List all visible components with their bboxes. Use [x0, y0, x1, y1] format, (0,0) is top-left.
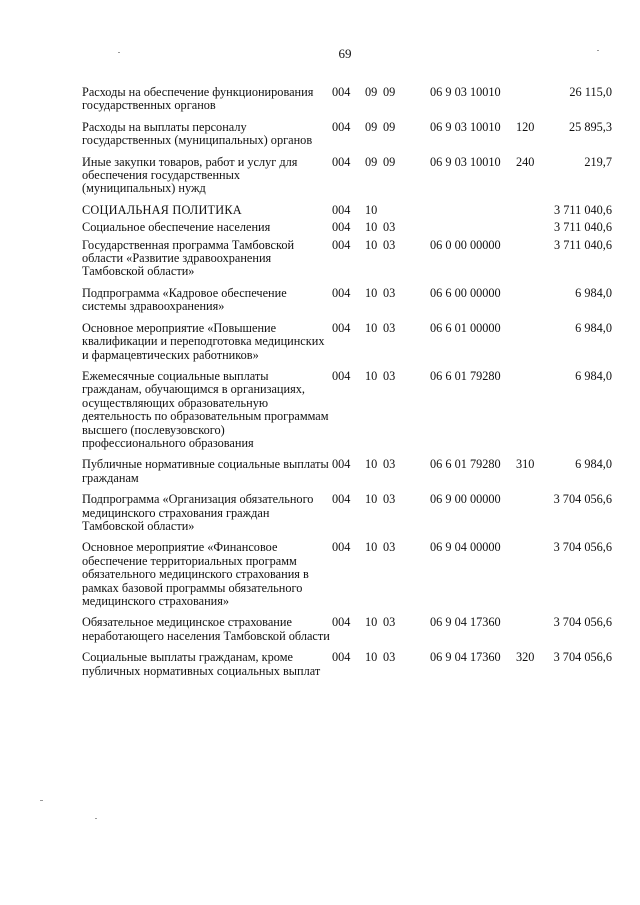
- row-vr: [516, 86, 552, 113]
- row-dept: 004: [332, 85, 351, 99]
- row-csr: 06 9 04 17360: [430, 615, 501, 630]
- row-subsection: 03: [383, 650, 396, 665]
- row-vr: 240: [516, 154, 535, 169]
- row-subsection: [383, 204, 430, 217]
- row-section: 10: [365, 285, 378, 300]
- row-subsection: 03: [383, 285, 396, 300]
- table-row: [82, 616, 610, 643]
- row-sum: 6 984,0: [575, 285, 612, 300]
- page-number: 69: [338, 46, 352, 61]
- row-vr: [516, 287, 552, 314]
- scan-artifact-top-right: [597, 50, 599, 51]
- scan-artifact-top-left: [118, 52, 120, 53]
- row-sum: 26 115,0: [569, 85, 612, 99]
- row-name: Публичные нормативные социальные выплаты гражданам: [82, 457, 329, 485]
- row-csr: 06 9 04 00000: [430, 540, 501, 555]
- row-dept: 004: [332, 615, 351, 630]
- row-section: 09: [365, 85, 378, 99]
- row-vr: 320: [516, 650, 535, 665]
- budget-table: [82, 86, 610, 686]
- row-sum: 3 704 056,6: [553, 492, 612, 507]
- row-csr: 06 9 03 10010: [430, 154, 501, 169]
- row-dept: 004: [332, 492, 351, 507]
- row-name: Основное мероприятие «Повышение квалификации и переподготовка медицинских и фармацевтических работников»: [82, 320, 325, 362]
- row-csr: [430, 204, 516, 217]
- row-sum: 3 711 040,6: [554, 237, 612, 252]
- table-row: [82, 156, 610, 196]
- row-dept: 004: [332, 202, 351, 217]
- row-sum: 3 711 040,6: [554, 220, 612, 235]
- row-csr: 06 6 00 00000: [430, 285, 501, 300]
- row-vr: [516, 541, 552, 608]
- row-section: 10: [365, 220, 378, 235]
- row-sum: 6 984,0: [575, 368, 612, 383]
- row-dept: 004: [332, 285, 351, 300]
- row-csr: 06 9 03 10010: [430, 85, 501, 99]
- row-subsection: 09: [383, 154, 396, 169]
- row-csr: 06 6 01 79280: [430, 368, 501, 383]
- scan-artifact-bottom-left: [40, 800, 43, 801]
- row-csr: 06 6 01 00000: [430, 320, 501, 335]
- table-row: [82, 493, 610, 533]
- row-csr: 06 9 04 17360: [430, 650, 501, 665]
- row-sum: 219,7: [584, 154, 612, 169]
- row-subsection: 03: [383, 492, 396, 507]
- row-csr: 06 6 01 79280: [430, 457, 501, 472]
- row-name: Подпрограмма «Организация обязательного медицинского страхования граждан Тамбовской области»: [82, 492, 314, 533]
- row-sum: 6 984,0: [575, 320, 612, 335]
- row-sum: 25 895,3: [568, 119, 612, 134]
- row-section: 10: [365, 237, 378, 252]
- row-name: Социальное обеспечение населения: [82, 220, 271, 235]
- table-row: [82, 322, 610, 362]
- row-csr: [430, 221, 516, 234]
- row-name: Расходы на выплаты персоналу государственных (муниципальных) органов: [82, 119, 313, 148]
- row-subsection: 03: [383, 220, 396, 235]
- table-row: [82, 204, 610, 217]
- row-name: Основное мероприятие «Финансовое обеспечение территориальных программ обязательного медицинского страхования в рамках базовой программы обязательного медицинского страхования»: [82, 540, 309, 608]
- row-dept: 004: [332, 220, 351, 235]
- row-subsection: 03: [383, 457, 396, 472]
- row-subsection: 03: [383, 540, 396, 555]
- row-section: 09: [365, 154, 378, 169]
- row-section: 09: [365, 119, 378, 134]
- row-dept: 004: [332, 154, 351, 169]
- row-dept: 004: [332, 540, 351, 555]
- row-section: 10: [365, 457, 378, 472]
- row-name: Расходы на обеспечение функционирования государственных органов: [82, 85, 314, 113]
- row-subsection: 03: [383, 368, 396, 383]
- row-section: 10: [365, 650, 378, 665]
- row-vr: [516, 221, 552, 234]
- row-csr: 06 0 00 00000: [430, 237, 501, 252]
- table-row: [82, 458, 610, 485]
- row-name: Подпрограмма «Кадровое обеспечение системы здравоохранения»: [82, 285, 287, 314]
- row-sum: 3 704 056,6: [553, 650, 612, 665]
- row-vr: [516, 322, 552, 362]
- table-row: [82, 239, 610, 279]
- row-section: 10: [365, 540, 378, 555]
- row-name: СОЦИАЛЬНАЯ ПОЛИТИКА: [82, 202, 242, 217]
- row-vr: [516, 239, 552, 279]
- table-row: [82, 86, 610, 113]
- row-csr: 06 9 03 10010: [430, 119, 501, 134]
- row-csr: 06 9 00 00000: [430, 492, 501, 507]
- row-subsection: 09: [383, 85, 396, 99]
- row-subsection: 03: [383, 615, 396, 630]
- row-sum: 3 704 056,6: [553, 615, 612, 630]
- table-row: [82, 287, 610, 314]
- row-subsection: 03: [383, 237, 396, 252]
- table-row: [82, 370, 610, 450]
- row-subsection: 09: [383, 119, 396, 134]
- row-dept: 004: [332, 457, 351, 472]
- row-name: Ежемесячные социальные выплаты гражданам, обучающимся в организациях, осуществляющих образовательную деятельность по образовательным программам высшего (послевузовского) профессионального образования: [82, 368, 329, 450]
- row-section: 10: [365, 492, 378, 507]
- row-vr: [516, 370, 552, 450]
- row-name: Иные закупки товаров, работ и услуг для обеспечения государственных (муниципальных) нужд: [82, 154, 298, 196]
- row-subsection: 03: [383, 320, 396, 335]
- row-vr: 310: [516, 457, 535, 472]
- row-dept: 004: [332, 368, 351, 383]
- row-name: Социальные выплаты гражданам, кроме публичных нормативных социальных выплат: [82, 650, 321, 678]
- row-sum: 3 704 056,6: [553, 540, 612, 555]
- scan-artifact-bottom: [95, 818, 97, 819]
- row-dept: 004: [332, 237, 351, 252]
- row-vr: [516, 493, 552, 533]
- row-sum: 6 984,0: [575, 457, 612, 472]
- table-row: [82, 221, 610, 234]
- row-dept: 004: [332, 650, 351, 665]
- row-section: 10: [365, 615, 378, 630]
- row-name: Обязательное медицинское страхование неработающего населения Тамбовской области: [82, 615, 330, 643]
- row-vr: [516, 616, 552, 643]
- table-row: [82, 651, 610, 678]
- row-section: 10: [365, 202, 378, 217]
- row-section: 10: [365, 368, 378, 383]
- row-section: 10: [365, 320, 378, 335]
- table-row: [82, 121, 610, 148]
- table-row: [82, 541, 610, 608]
- row-sum: 3 711 040,6: [554, 202, 612, 217]
- row-name: Государственная программа Тамбовской области «Развитие здравоохранения Тамбовской области»: [82, 237, 295, 279]
- row-vr: [516, 204, 552, 217]
- row-dept: 004: [332, 320, 351, 335]
- row-vr: 120: [516, 119, 535, 134]
- row-dept: 004: [332, 119, 351, 134]
